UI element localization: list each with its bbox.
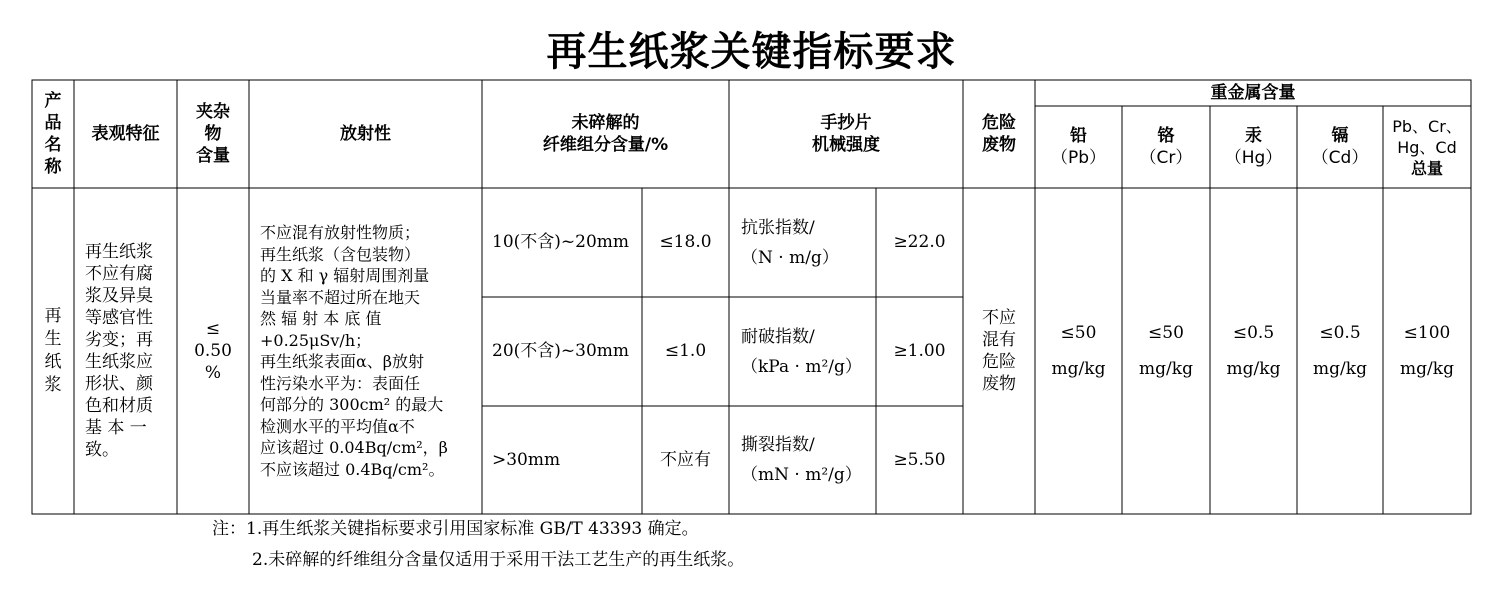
cell-chromium-limit xyxy=(1122,188,1210,514)
header-text: 称 xyxy=(44,157,62,177)
cell-text: ≤0.5 xyxy=(1232,323,1275,343)
header-text: 总量 xyxy=(1410,158,1443,178)
cell-cadmium-limit xyxy=(1297,188,1383,514)
header-heavy-metal xyxy=(1035,80,1471,106)
cell-text: 生纸浆应 xyxy=(85,352,153,372)
header-hazardous-waste xyxy=(963,80,1035,188)
header-text: 未碎解的 xyxy=(571,113,640,133)
cell-fiber-limit-1 xyxy=(642,188,729,297)
cell-text: ≤50 xyxy=(1060,323,1097,343)
cell-radioactivity xyxy=(249,188,482,514)
header-text: 汞 xyxy=(1245,126,1262,146)
cell-text: ≥5.50 xyxy=(893,449,946,470)
header-text: 名 xyxy=(44,135,62,155)
cell-text: mg/kg xyxy=(1226,359,1281,379)
header-undisintegrated-fiber xyxy=(482,80,729,188)
cell-text: mg/kg xyxy=(1400,359,1454,379)
cell-text: 劣变；再 xyxy=(85,330,153,350)
cell-text: 的 X 和 γ 辐射周围剂量 xyxy=(260,266,430,285)
header-mercury xyxy=(1210,106,1297,188)
cell-text: 不应混有放射性物质； xyxy=(260,223,421,242)
cell-text: 再生纸浆 xyxy=(85,242,153,262)
cell-text: 色和材质 xyxy=(85,396,153,416)
cell-text: 撕裂指数/ xyxy=(741,435,815,455)
header-text: （Cd） xyxy=(1311,148,1369,168)
cell-text: 再生纸浆（含包装物） xyxy=(260,244,421,264)
header-cadmium xyxy=(1297,106,1383,188)
note-2: 2.未碎解的纤维组分含量仅适用于采用干法工艺生产的再生纸浆。 xyxy=(252,550,745,570)
header-chromium xyxy=(1122,106,1210,188)
header-text: 镉 xyxy=(1331,126,1349,146)
header-impurity xyxy=(177,80,249,188)
cell-text: % xyxy=(204,363,222,383)
cell-text: ≤1.0 xyxy=(664,341,707,361)
cell-text: 应该超过 0.04Bq/cm²，β xyxy=(260,438,448,457)
cell-text: >30mm xyxy=(492,449,561,470)
cell-burst-limit xyxy=(876,297,963,406)
header-text: 物 xyxy=(204,124,222,144)
cell-text: 再 xyxy=(44,306,62,326)
header-text: 表观特征 xyxy=(91,124,160,144)
cell-text: 不应该超过 0.4Bq/cm²。 xyxy=(260,459,445,479)
cell-lead-limit xyxy=(1035,188,1122,514)
cell-text: ≤ xyxy=(205,319,221,339)
cell-fiber-limit-2 xyxy=(642,297,729,406)
header-total-heavy-metal xyxy=(1383,106,1471,188)
header-text: 手抄片 xyxy=(820,113,872,133)
header-product-name xyxy=(32,80,74,188)
cell-text: 0.50 xyxy=(194,341,232,361)
cell-fiber-range-2 xyxy=(482,297,642,406)
header-appearance xyxy=(74,80,177,188)
header-text: 重金属含量 xyxy=(1210,83,1296,103)
cell-tear-index xyxy=(729,406,876,514)
cell-text: ≤100 xyxy=(1403,323,1451,343)
cell-text: 当量率不超过所在地天 xyxy=(260,287,421,307)
cell-tensile-limit xyxy=(876,188,963,297)
cell-fiber-range-3 xyxy=(482,406,642,514)
cell-text: 不应 xyxy=(982,308,1016,328)
cell-tear-limit xyxy=(876,406,963,514)
cell-text: 10(不含)~20mm xyxy=(492,232,630,252)
header-text: Pb、Cr、 xyxy=(1392,116,1462,136)
header-text: 品 xyxy=(44,113,62,133)
cell-text: （kPa · m²/g） xyxy=(741,356,862,377)
header-text: 放射性 xyxy=(340,124,391,144)
cell-text: 形状、颜 xyxy=(85,374,153,394)
cell-hazardous-waste xyxy=(963,188,1035,514)
cell-text: 危险 xyxy=(982,352,1016,372)
note-1: 注：1.再生纸浆关键指标要求引用国家标准 GB/T 43393 确定。 xyxy=(212,519,699,539)
cell-text: 纸 xyxy=(44,352,62,372)
cell-text: 废物 xyxy=(982,374,1016,394)
header-handsheet-strength xyxy=(729,80,963,188)
cell-text: 耐破指数/ xyxy=(741,326,815,347)
header-text: 废物 xyxy=(982,135,1016,155)
cell-text: 抗张指数/ xyxy=(741,217,815,238)
cell-text: 检测水平的平均值α不 xyxy=(260,416,415,436)
cell-text: mg/kg xyxy=(1051,359,1106,379)
cell-text: 浆 xyxy=(44,375,62,395)
cell-mercury-limit xyxy=(1210,188,1297,514)
cell-text: mg/kg xyxy=(1313,359,1367,379)
cell-text: 然 辐 射 本 底 值 xyxy=(260,309,382,328)
cell-product-name xyxy=(32,188,74,514)
cell-total-limit xyxy=(1383,188,1471,514)
cell-text: 基 本 一 xyxy=(85,418,147,438)
header-text: （Pb） xyxy=(1050,148,1107,168)
cell-text: +0.25μSv/h； xyxy=(260,330,372,350)
cell-text: 浆及异臭 xyxy=(85,286,153,306)
header-text: 铬 xyxy=(1157,126,1175,146)
cell-text: ≤0.5 xyxy=(1319,323,1361,343)
header-text: （Cr） xyxy=(1139,148,1193,168)
header-text: 危险 xyxy=(982,113,1016,133)
cell-text: （N · m/g） xyxy=(741,247,839,268)
cell-text: （mN · m²/g） xyxy=(741,465,862,485)
cell-appearance xyxy=(74,188,177,514)
cell-text: 性污染水平为：表面任 xyxy=(260,373,421,393)
header-text: （Hg） xyxy=(1224,148,1283,168)
document-title: 再生纸浆关键指标要求 xyxy=(546,29,957,75)
header-text: 纤维组分含量/% xyxy=(542,135,669,155)
cell-text: 不应有腐 xyxy=(85,264,153,284)
cell-text: 再生纸浆表面α、β放射 xyxy=(260,352,425,371)
header-text: 铅 xyxy=(1070,126,1087,146)
header-text: 含量 xyxy=(196,146,230,166)
header-lead xyxy=(1035,106,1122,188)
cell-text: 生 xyxy=(44,329,62,349)
cell-text: ≤50 xyxy=(1148,323,1184,343)
cell-impurity xyxy=(177,188,249,514)
cell-text: 等感官性 xyxy=(85,308,153,328)
header-radioactivity xyxy=(249,80,482,188)
cell-tensile-index xyxy=(729,188,876,297)
header-text: 机械强度 xyxy=(812,135,880,155)
cell-text: ≤18.0 xyxy=(659,232,712,252)
cell-fiber-range-1 xyxy=(482,188,642,297)
cell-text: 20(不含)~30mm xyxy=(492,341,630,361)
cell-text: 致。 xyxy=(85,440,119,460)
cell-fiber-limit-3 xyxy=(642,406,729,514)
cell-text: mg/kg xyxy=(1139,359,1193,379)
cell-text: 混有 xyxy=(982,330,1016,350)
header-text: 夹杂 xyxy=(196,102,230,122)
cell-burst-index xyxy=(729,297,876,406)
header-text: Hg、Cd xyxy=(1397,137,1457,157)
cell-text: 何部分的 300cm² 的最大 xyxy=(260,395,444,414)
cell-text: ≥1.00 xyxy=(893,341,946,361)
cell-text: 不应有 xyxy=(660,449,711,470)
cell-text: ≥22.0 xyxy=(893,232,946,252)
header-text: 产 xyxy=(44,91,62,111)
